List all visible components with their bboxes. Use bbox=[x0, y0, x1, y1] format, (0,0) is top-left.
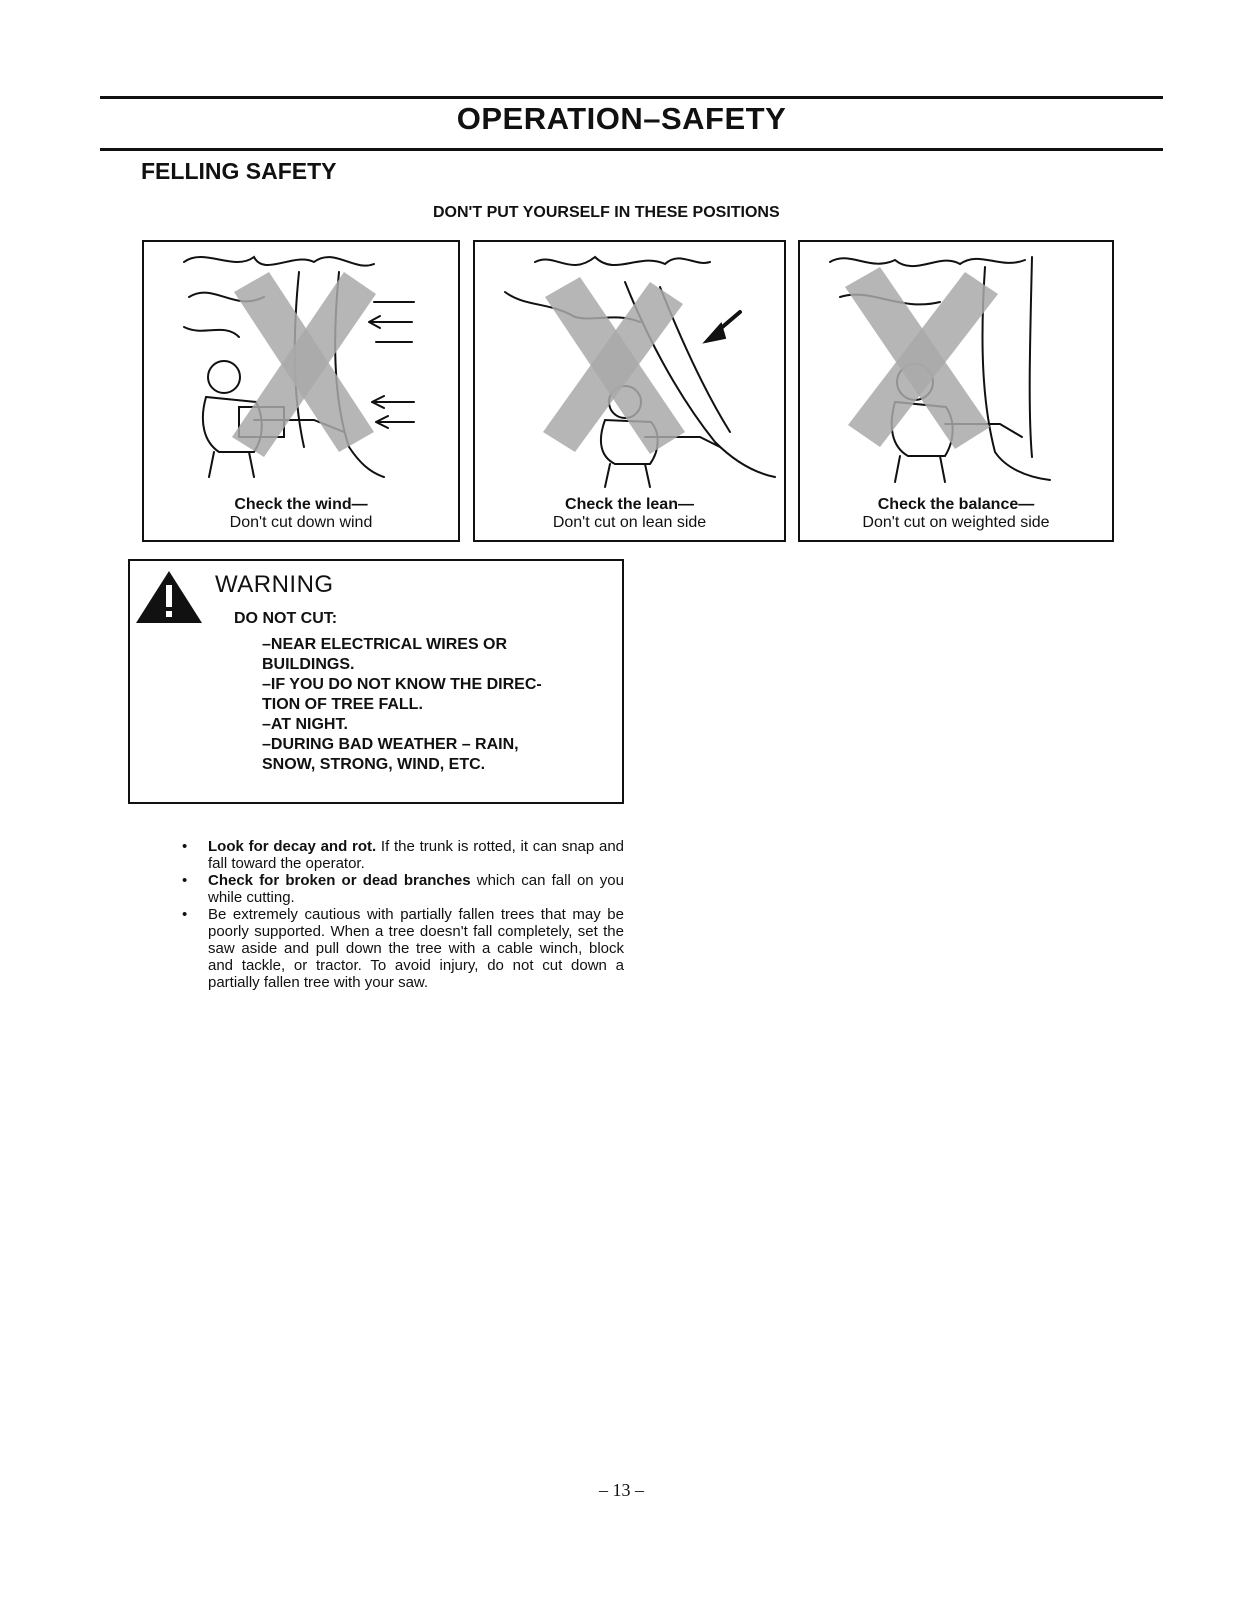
caption-detail: Don't cut down wind bbox=[229, 514, 373, 531]
bullet-text: which can fall on you while cutting. bbox=[208, 872, 624, 906]
x-mark-icon bbox=[232, 272, 376, 457]
page-title: OPERATION–SAFETY bbox=[456, 101, 787, 136]
top-rule bbox=[100, 96, 1163, 99]
illustration-panel-lean bbox=[473, 240, 786, 542]
illustration-panel-wind bbox=[142, 240, 460, 542]
list-item bbox=[176, 838, 624, 872]
caption-bold: Check the wind— bbox=[234, 496, 368, 513]
safety-bullet-list bbox=[176, 838, 624, 991]
balance-illustration bbox=[800, 242, 1112, 492]
bullet-icon: • bbox=[182, 838, 188, 855]
list-item bbox=[176, 872, 624, 906]
positions-heading: DON'T PUT YOURSELF IN THESE POSITIONS bbox=[433, 204, 780, 221]
warning-box bbox=[128, 559, 624, 804]
wind-illustration bbox=[144, 242, 458, 492]
warning-item: BUILDINGS. bbox=[262, 656, 355, 673]
warning-item: –DURING BAD WEATHER – RAIN, bbox=[262, 736, 519, 753]
section-title: FELLING SAFETY bbox=[141, 158, 337, 184]
panel-caption-lean bbox=[475, 496, 784, 532]
bullet-text: Be extremely cautious with partially fallen trees that may be poorly supported. When a tree doesn't fall completely, set the saw aside and pull down the tree with a cable winch, block and tackle, or tractor. To avoid injury, do not cut down a partially fallen tree with your saw. bbox=[208, 906, 624, 991]
warning-lead: DO NOT CUT: bbox=[234, 610, 338, 627]
warning-triangle-icon bbox=[134, 569, 204, 625]
bullet-lead: Check for broken or dead branches bbox=[208, 872, 471, 889]
warning-item: TION OF TREE FALL. bbox=[262, 696, 423, 713]
warning-item: –IF YOU DO NOT KNOW THE DIREC- bbox=[262, 676, 542, 693]
bullet-text: If the trunk is rotted, it can snap and fall toward the operator. bbox=[208, 838, 625, 872]
illustration-panel-balance bbox=[798, 240, 1114, 542]
caption-detail: Don't cut on lean side bbox=[552, 514, 707, 531]
warning-item: –AT NIGHT. bbox=[262, 716, 348, 733]
panel-caption-wind bbox=[144, 496, 458, 532]
bullet-lead: Look for decay and rot. bbox=[208, 838, 377, 855]
caption-bold: Check the lean— bbox=[565, 496, 694, 513]
warning-item: SNOW, STRONG, WIND, ETC. bbox=[262, 756, 486, 773]
page-number: – 13 – bbox=[599, 1480, 644, 1500]
caption-detail: Don't cut on weighted side bbox=[862, 514, 1050, 531]
bullet-icon: • bbox=[182, 906, 188, 923]
bullet-icon: • bbox=[182, 872, 188, 889]
caption-bold: Check the balance— bbox=[877, 496, 1035, 513]
lean-illustration bbox=[475, 242, 784, 492]
warning-list bbox=[262, 635, 602, 775]
x-mark-icon bbox=[845, 267, 998, 449]
list-item bbox=[176, 906, 624, 991]
title-underline-rule bbox=[100, 148, 1163, 151]
warning-title: WARNING bbox=[215, 571, 334, 598]
warning-item: –NEAR ELECTRICAL WIRES OR bbox=[262, 636, 508, 653]
panel-caption-balance bbox=[800, 496, 1112, 532]
